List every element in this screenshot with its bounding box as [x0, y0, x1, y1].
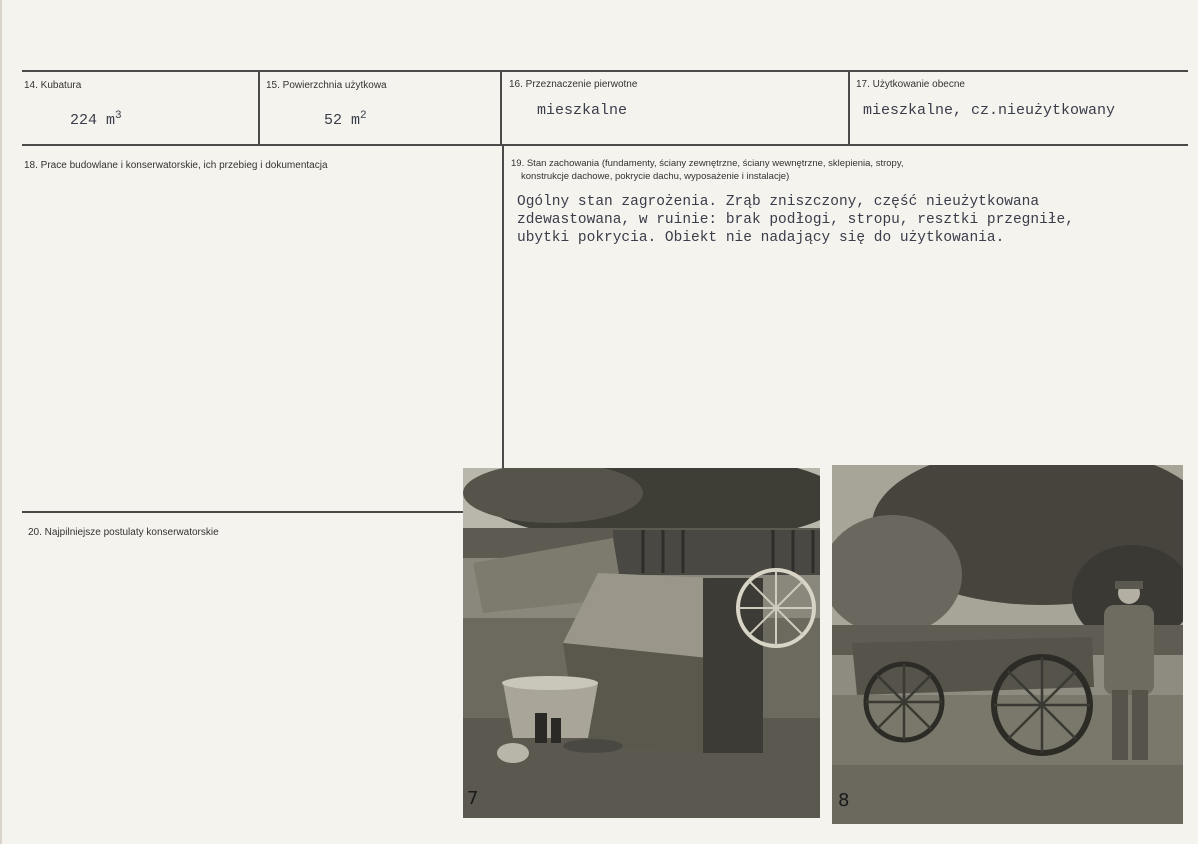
field-14-label: 14. Kubatura [24, 80, 82, 91]
remark-line: ubytki pokrycia. Obiekt nie nadający się do użytkowania. [517, 230, 1005, 246]
section20-top-rule [22, 511, 466, 513]
divider-18-19 [502, 144, 504, 468]
field-15-value: 52 $m^2$ [324, 110, 367, 129]
top-rule [22, 70, 1188, 72]
divider-15-16 [500, 70, 502, 146]
field-19-typed-text [517, 193, 1177, 247]
field-19-label-line1: 19. Stan zachowania (fundamenty, ściany zewnętrzne, ściany wewnętrzne, sklepienia, stropy, [511, 158, 904, 169]
photo-7-number: 7 [467, 788, 479, 809]
field-14-value: 224 $m^3$ [70, 110, 122, 129]
divider-16-17 [848, 70, 850, 146]
field-16-label: 16. Przeznaczenie pierwotne [509, 79, 638, 90]
field-17-value: mieszkalne, cz.nieużytkowany [863, 102, 1116, 119]
photo-7-well [463, 468, 820, 818]
well-photo-image [463, 468, 820, 818]
remark-line: zdewastowana, w ruinie: brak podłogi, stropu, resztki przegniłe, [517, 212, 1074, 228]
field-16-value: mieszkalne [537, 102, 628, 119]
field-20-label: 20. Najpilniejsze postulaty konserwatorskie [28, 527, 219, 538]
field-15-label: 15. Powierzchnia użytkowa [266, 80, 387, 91]
photo-8-wagon [832, 465, 1183, 824]
wagon-photo-image [832, 465, 1183, 824]
field-18-label: 18. Prace budowlane i konserwatorskie, ich przebieg i dokumentacja [24, 160, 328, 171]
divider-14-15 [258, 70, 260, 146]
row1-bottom-rule [22, 144, 1188, 146]
photo-8-number: 8 [838, 790, 850, 811]
field-17-label: 17. Użytkowanie obecne [856, 79, 965, 90]
field-19-label-line2: konstrukcje dachowe, pokrycie dachu, wyposażenie i instalacje) [521, 171, 790, 182]
remark-line: Ogólny stan zagrożenia. Zrąb zniszczony, część nieużytkowana [517, 194, 1040, 210]
